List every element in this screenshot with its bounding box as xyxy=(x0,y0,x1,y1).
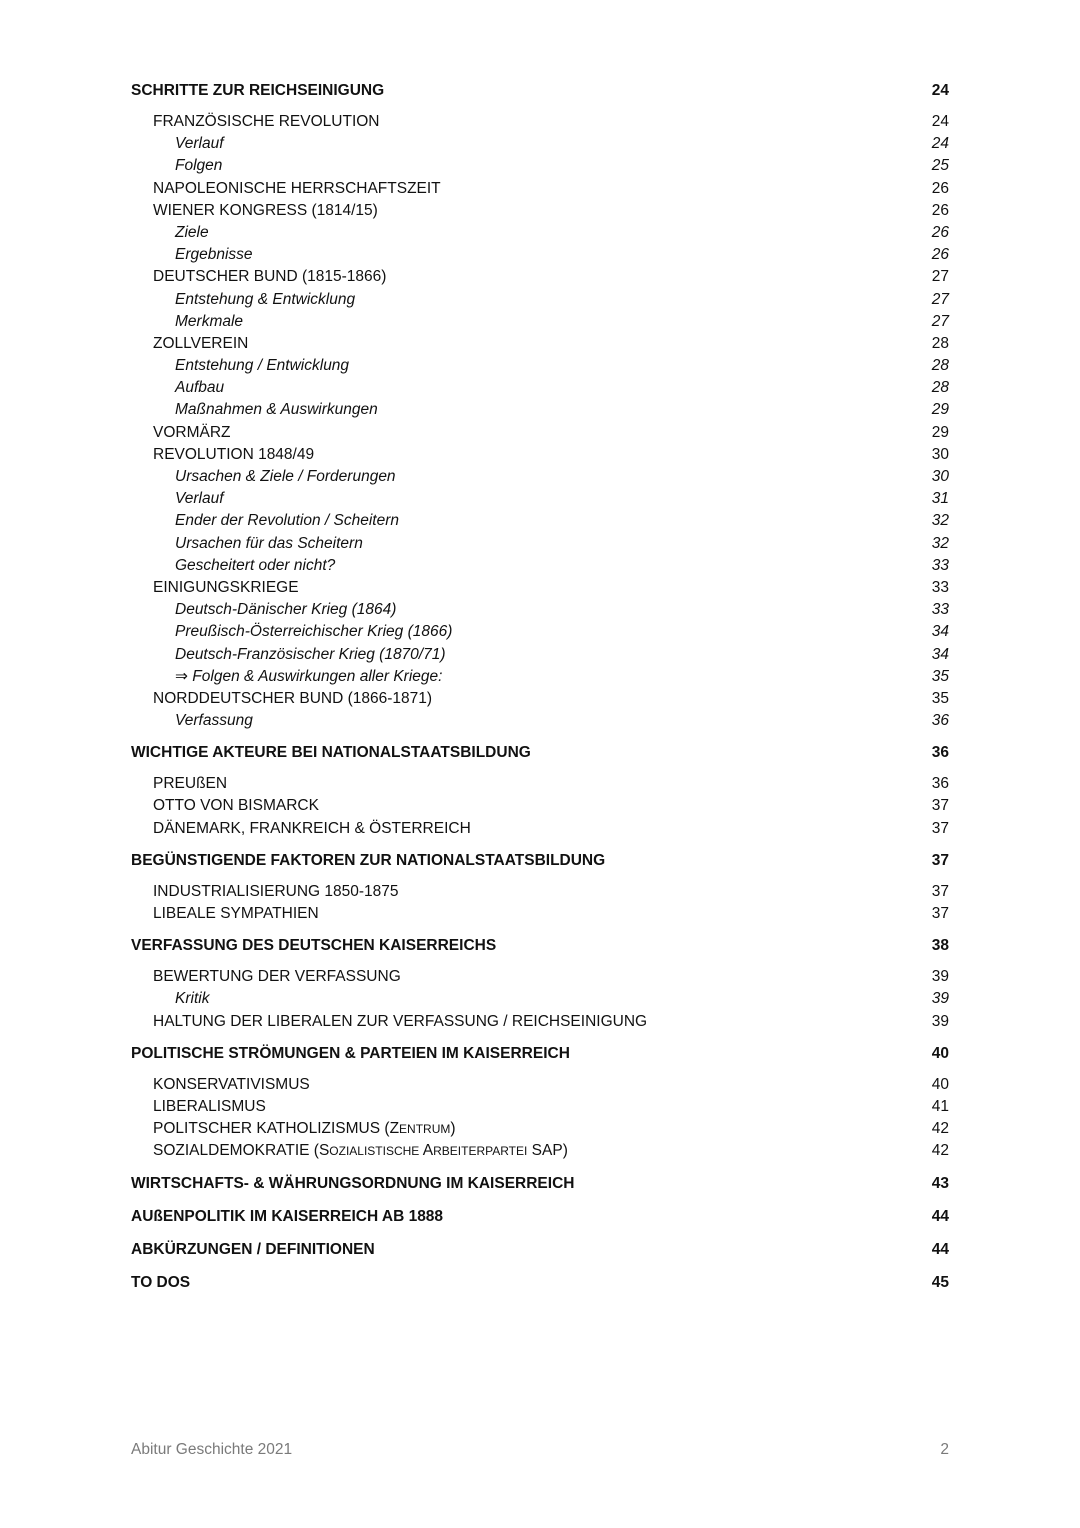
toc-entry-page: 44 xyxy=(931,1207,949,1225)
toc-entry-page: 26 xyxy=(931,246,949,264)
toc-subsection-entry[interactable] xyxy=(131,200,949,222)
toc-entry-label: VORMÄRZ xyxy=(153,423,231,441)
toc-subsubsection-entry[interactable] xyxy=(131,666,949,688)
toc-entry-page: 33 xyxy=(931,556,949,574)
toc-subsubsection-entry[interactable] xyxy=(131,311,949,333)
toc-entry-page: 39 xyxy=(931,990,949,1008)
toc-entry-label: ABKÜRZUNGEN / DEFINITIONEN xyxy=(131,1240,375,1258)
toc-subsection-entry[interactable] xyxy=(131,178,949,200)
toc-entry-page: 35 xyxy=(931,689,949,707)
toc-entry-page: 45 xyxy=(931,1273,949,1291)
toc-entry-label: Ergebnisse xyxy=(175,246,253,264)
toc-entry-page: 24 xyxy=(931,82,949,99)
toc-entry-label: Verlauf xyxy=(175,135,224,153)
toc-entry-label: REVOLUTION 1848/49 xyxy=(153,445,315,463)
toc-subsubsection-entry[interactable] xyxy=(131,710,949,732)
toc-section-entry[interactable] xyxy=(131,740,949,765)
toc-entry-page: 42 xyxy=(931,1120,949,1138)
toc-entry-page: 33 xyxy=(931,578,949,596)
toc-entry-label: KONSERVATIVISMUS xyxy=(153,1075,310,1093)
toc-entry-page: 39 xyxy=(931,1012,949,1030)
toc-entry-page: 24 xyxy=(931,135,949,153)
toc-subsection-entry[interactable] xyxy=(131,444,949,466)
toc-entry-page: 27 xyxy=(931,290,949,308)
toc-entry-page: 35 xyxy=(931,667,949,685)
toc-entry-label: Aufbau xyxy=(175,379,225,397)
toc-subsection-entry[interactable] xyxy=(131,818,949,840)
toc-entry-page: 37 xyxy=(931,819,949,837)
toc-entry-label: Deutsch-Französischer Krieg (1870/71) xyxy=(175,645,446,663)
toc-section-entry[interactable] xyxy=(131,1270,949,1295)
toc-subsection-entry[interactable] xyxy=(131,688,949,710)
toc-subsection-entry[interactable] xyxy=(131,966,949,988)
toc-subsection-entry[interactable] xyxy=(131,795,949,817)
toc-entry-label: SOZIALDEMOKRATIE (SOZIALISTISCHE ARBEITERPARTEI SAP) xyxy=(153,1142,568,1160)
toc-entry-label: BEGÜNSTIGENDE FAKTOREN ZUR NATIONALSTAATSBILDUNG xyxy=(131,851,606,869)
toc-entry-label: VERFASSUNG DES DEUTSCHEN KAISERREICHS xyxy=(131,937,497,955)
toc-entry-label: WIRTSCHAFTS- & WÄHRUNGSORDNUNG IM KAISERREICH xyxy=(131,1174,575,1192)
toc-subsubsection-entry[interactable] xyxy=(131,355,949,377)
toc-entry-page: 28 xyxy=(931,357,949,375)
toc-section-entry[interactable] xyxy=(131,1204,949,1229)
toc-section-entry[interactable] xyxy=(131,933,949,958)
toc-entry-label: AUßENPOLITIK IM KAISERREICH AB 1888 xyxy=(131,1207,444,1225)
toc-entry-label: LIBERALISMUS xyxy=(153,1097,266,1115)
toc-entry-label: Ender der Revolution / Scheitern xyxy=(175,512,400,530)
toc-entry-label: Maßnahmen & Auswirkungen xyxy=(175,401,378,419)
toc-entry-label: NAPOLEONISCHE HERRSCHAFTSZEIT xyxy=(153,179,441,197)
toc-section-entry[interactable] xyxy=(131,78,949,103)
toc-subsubsection-entry[interactable] xyxy=(131,133,949,155)
toc-section-entry[interactable] xyxy=(131,1237,949,1262)
toc-entry-page: 25 xyxy=(931,157,949,175)
toc-entry-label: Verfassung xyxy=(175,712,253,730)
toc-subsection-entry[interactable] xyxy=(131,1011,949,1033)
footer-page-number: 2 xyxy=(940,1441,949,1458)
toc-entry-label: Ursachen für das Scheitern xyxy=(175,534,363,552)
toc-entry-page: 33 xyxy=(931,601,949,619)
toc-entry-label: EINIGUNGSKRIEGE xyxy=(153,578,299,596)
toc-entry-label: POLITISCHE STRÖMUNGEN & PARTEIEN IM KAISERREICH xyxy=(131,1044,570,1062)
toc-subsubsection-entry[interactable] xyxy=(131,533,949,555)
toc-subsection-entry[interactable] xyxy=(131,1074,949,1096)
toc-entry-page: 28 xyxy=(931,379,949,397)
toc-entry-label: Ziele xyxy=(175,223,209,241)
toc-entry-page: 36 xyxy=(931,744,949,762)
toc-entry-page: 34 xyxy=(931,645,949,663)
toc-entry-label: Verlauf xyxy=(175,490,224,508)
toc-entry-label: Entstehung / Entwicklung xyxy=(175,357,350,375)
toc-subsubsection-entry[interactable] xyxy=(131,155,949,177)
toc-entry-label: Folgen xyxy=(175,157,223,175)
toc-subsubsection-entry[interactable] xyxy=(131,399,949,421)
toc-entry-page: 28 xyxy=(931,334,949,352)
toc-entry-label: TO DOS xyxy=(131,1273,191,1291)
toc-entry-label: Deutsch-Dänischer Krieg (1864) xyxy=(175,601,397,619)
toc-subsubsection-entry[interactable] xyxy=(131,599,949,621)
toc-subsubsection-entry[interactable] xyxy=(131,510,949,532)
toc-entry-page: 42 xyxy=(931,1142,949,1160)
toc-entry-label: Preußisch-Österreichischer Krieg (1866) xyxy=(175,623,453,641)
toc-entry-page: 29 xyxy=(931,401,949,419)
toc-subsection-entry[interactable] xyxy=(131,1118,949,1140)
footer-title: Abitur Geschichte 2021 xyxy=(131,1441,293,1458)
toc-entry-page: 31 xyxy=(931,490,949,508)
toc-entry-label: OTTO VON BISMARCK xyxy=(153,797,319,815)
toc-entry-label: ZOLLVEREIN xyxy=(153,334,249,352)
toc-entry-page: 26 xyxy=(931,179,949,197)
toc-subsubsection-entry[interactable] xyxy=(131,222,949,244)
toc-entry-label: ⇒ Folgen & Auswirkungen aller Kriege: xyxy=(175,667,443,685)
toc-subsubsection-entry[interactable] xyxy=(131,244,949,266)
toc-entry-label: Merkmale xyxy=(175,312,244,330)
toc-subsubsection-entry[interactable] xyxy=(131,621,949,643)
toc-entry-label: WIENER KONGRESS (1814/15) xyxy=(153,201,378,219)
toc-subsection-entry[interactable] xyxy=(131,111,949,133)
toc-subsection-entry[interactable] xyxy=(131,422,949,444)
toc-section-entry[interactable] xyxy=(131,1171,949,1196)
toc-subsubsection-entry[interactable] xyxy=(131,289,949,311)
toc-entry-page: 44 xyxy=(931,1240,949,1258)
toc-entry-label: PREUßEN xyxy=(153,775,228,793)
toc-subsection-entry[interactable] xyxy=(131,266,949,288)
page-footer xyxy=(131,1441,949,1459)
toc-entry-page: 26 xyxy=(931,223,949,241)
toc-section-entry[interactable] xyxy=(131,848,949,873)
toc-subsection-entry[interactable] xyxy=(131,903,949,925)
toc-subsection-entry[interactable] xyxy=(131,1096,949,1118)
toc-subsection-entry[interactable] xyxy=(131,881,949,903)
toc-subsection-entry[interactable] xyxy=(131,333,949,355)
toc-entry-label: Ursachen & Ziele / Forderungen xyxy=(175,468,396,485)
toc-entry-label: SCHRITTE ZUR REICHSEINIGUNG xyxy=(131,82,385,99)
toc-entry-page: 29 xyxy=(931,423,949,441)
toc-entry-label: DÄNEMARK, FRANKREICH & ÖSTERREICH xyxy=(153,819,471,837)
toc-entry-page: 37 xyxy=(931,905,949,922)
toc-subsubsection-entry[interactable] xyxy=(131,644,949,666)
toc-entry-label: Gescheitert oder nicht? xyxy=(175,556,336,574)
toc-entry-page: 32 xyxy=(931,534,949,552)
toc-entry-label: HALTUNG DER LIBERALEN ZUR VERFASSUNG / REICHSEINIGUNG xyxy=(153,1012,648,1030)
toc-section-entry[interactable] xyxy=(131,1041,949,1066)
toc-entry-page: 34 xyxy=(931,623,949,641)
toc-entry-label: WICHTIGE AKTEURE BEI NATIONALSTAATSBILDUNG xyxy=(131,744,531,762)
toc-entry-page: 32 xyxy=(931,512,949,530)
toc-entry-page: 36 xyxy=(931,712,949,730)
toc-entry-page: 43 xyxy=(931,1174,949,1192)
toc-entry-page: 24 xyxy=(931,113,949,130)
toc-entry-label: INDUSTRIALISIERUNG 1850-1875 xyxy=(153,882,399,900)
toc-entry-page: 26 xyxy=(931,201,949,219)
toc-entry-label: LIBEALE SYMPATHIEN xyxy=(153,905,319,922)
toc-entry-label: POLITSCHER KATHOLIZISMUS (ZENTRUM) xyxy=(153,1120,456,1138)
toc-entry-page: 38 xyxy=(931,937,949,955)
toc-entry-label: NORDDEUTSCHER BUND (1866-1871) xyxy=(153,689,433,707)
toc-subsubsection-entry[interactable] xyxy=(131,377,949,399)
toc-subsection-entry[interactable] xyxy=(131,773,949,795)
toc-entry-label: Entstehung & Entwicklung xyxy=(175,290,356,308)
toc-entry-page: 27 xyxy=(931,268,949,286)
toc-entry-page: 37 xyxy=(931,882,949,900)
toc-entry-page: 37 xyxy=(931,851,949,869)
toc-entry-page: 39 xyxy=(931,968,949,986)
toc-entry-page: 30 xyxy=(931,468,949,485)
toc-entry-page: 27 xyxy=(931,312,949,330)
toc-subsubsection-entry[interactable] xyxy=(131,466,949,488)
toc-subsubsection-entry[interactable] xyxy=(131,488,949,510)
toc-entry-label: DEUTSCHER BUND (1815-1866) xyxy=(153,268,387,286)
toc-entry-page: 41 xyxy=(931,1097,949,1115)
table-of-contents xyxy=(131,78,949,1295)
toc-subsection-entry[interactable] xyxy=(131,577,949,599)
toc-entry-page: 36 xyxy=(931,775,949,793)
toc-entry-page: 30 xyxy=(931,445,949,463)
toc-entry-label: Kritik xyxy=(175,990,210,1008)
toc-entry-page: 40 xyxy=(931,1075,949,1093)
toc-entry-page: 37 xyxy=(931,797,949,815)
toc-subsubsection-entry[interactable] xyxy=(131,988,949,1010)
toc-subsection-entry[interactable] xyxy=(131,1140,949,1162)
toc-subsubsection-entry[interactable] xyxy=(131,555,949,577)
toc-entry-label: FRANZÖSISCHE REVOLUTION xyxy=(153,113,380,130)
toc-entry-page: 40 xyxy=(931,1044,949,1062)
toc-entry-label: BEWERTUNG DER VERFASSUNG xyxy=(153,968,401,986)
